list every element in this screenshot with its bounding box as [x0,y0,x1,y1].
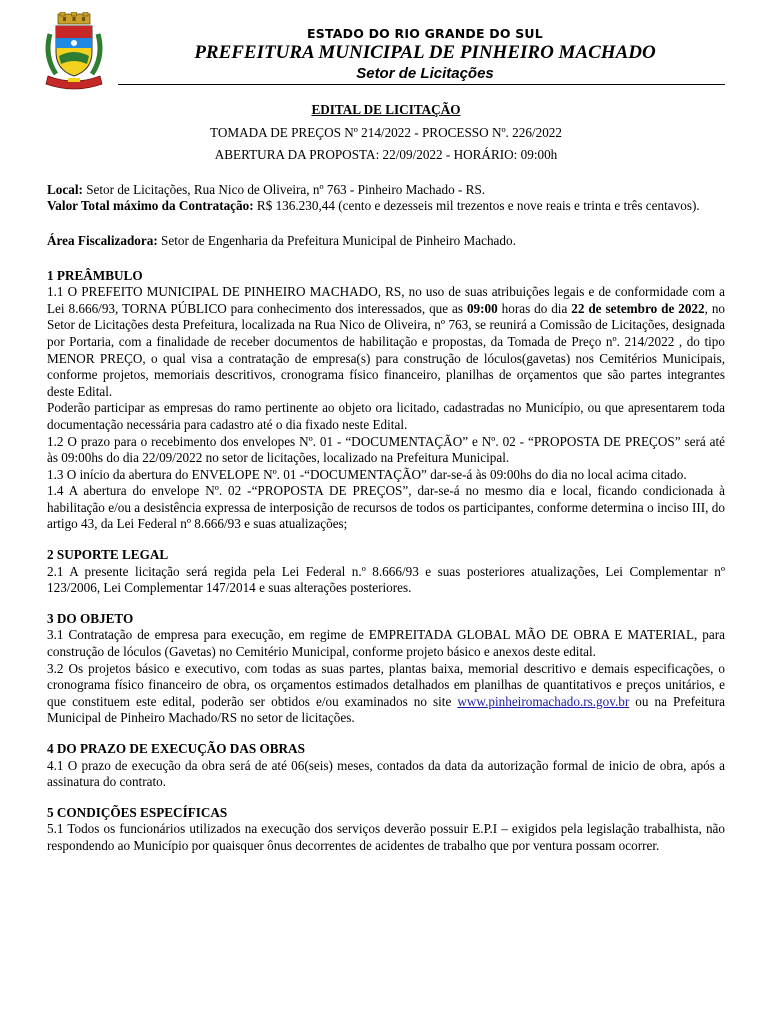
area-text: Setor de Engenharia da Prefeitura Municipal de Pinheiro Machado. [157,232,516,248]
clause-2-1: 2.1 A presente licitação será regida pela Lei Federal n.º 8.666/93 e suas posteriores atualizações, Lei Complementar nº 123/2006, Lei Complementar 147/2014 e suas alterações posteriores. [47,563,725,596]
clause-3-1: 3.1 Contratação de empresa para execução, em regime de EMPREITADA GLOBAL MÃO DE OBRA E MATERIAL, para construção de lóculos (Gavetas) no Cemitério Municipal, conforme projeto básico e anexos deste edital. [47,627,725,660]
participation-paragraph: Poderão participar as empresas do ramo pertinente ao objeto ora licitado, cadastradas no Município, ou que apresentarem toda documentação necessária para cadastro até o dia fixado neste Edital. [47,400,725,432]
clause-1-1-time: 09:00 [466,300,498,316]
clause-3-2-text-a: 3.2 Os projetos básico e executivo, com todas as suas partes, plantas baixa, memorial descritivo e demais especificações, o cronograma físico financeiro de obra, os orçamentos estimados detalhados em planilhas de quantitativos e preços unitários, e que constituem este edital, poderão ser obtidos e/ou examinados no site [47,660,725,709]
section-2-heading: 2 SUPORTE LEGAL [47,547,169,563]
clause-1-1 [47,284,725,400]
spacer [47,791,725,805]
section-3-heading: 3 DO OBJETO [47,610,134,626]
municipality-name: PREFEITURA MUNICIPAL DE PINHEIRO MACHADO [194,42,656,63]
state-name: ESTADO DO RIO GRANDE DO SUL [307,26,543,41]
local-line [47,182,725,199]
clause-1-1-text-c: , no Setor de Licitações desta Prefeitura, localizada na Rua Nico de Oliveira, nº 763, se reunirá a Comissão de Licitações, designada por Portaria, com a finalidade de receber documentos de habilitação e propostas, da Tomada de Preço nº. 214/2022 , do tipo MENOR PREÇO, o qual visa a contratação de empresa(s) para construção de lóculos(gavetas) nos Cemitérios Municipais, conforme projetos, memoriais descritivos, cronograma físico financeiro, planilhas de orçamentos que são partes integrantes deste Edital. [47,300,726,399]
sector-name: Setor de Licitações [356,65,494,82]
local-label: Local: [47,181,83,197]
area-line [47,233,725,250]
spacer [47,164,725,182]
section-1-heading: 1 PREÂMBULO [47,267,143,283]
valor-line [47,198,725,215]
section-5-heading: 5 CONDIÇÕES ESPECÍFICAS [47,804,228,820]
section-4-heading: 4 DO PRAZO DE EXECUÇÃO DAS OBRAS [47,741,305,756]
clause-1-3: 1.3 O início da abertura do ENVELOPE Nº. 01 -“DOCUMENTAÇÃO” dar-se-á às 09:00hs do dia no local acima citado. [47,466,687,482]
area-label: Área Fiscalizadora: [47,232,158,248]
valor-text: R$ 136.230,44 (cento e dezesseis mil trezentos e nove reais e trinta e três centavos). [253,198,700,214]
clause-3-2 [47,661,725,727]
local-text: Setor de Licitações, Rua Nico de Oliveira, nº 763 - Pinheiro Machado - RS. [82,181,486,197]
clause-1-1-text-a: 1.1 O PREFEITO MUNICIPAL DE PINHEIRO MACHADO, RS, no uso de suas atribuições legais e de conformidade com a Lei 8.666/93, TORNA PÚBLICO para conhecimento dos interessados, que as [47,284,725,316]
clause-1-1-text-b: horas do dia [497,300,572,316]
header-divider [118,84,725,85]
clause-1-4: 1.4 A abertura do envelope Nº. 02 -“PROPOSTA DE PREÇOS”, dar-se-á no mesmo dia e local, ficando condicionada à habilitação e/ou a desistência expressa de interposição de recursos de todos os participantes, conforme determina o inciso III, do artigo 43, da Lei Federal nº 8.666/93 e suas atualizações; [47,483,725,532]
spacer [47,250,725,268]
clause-3-2-text-b: ou na Prefeitura Municipal de Pinheiro Machado/RS no setor de licitações. [47,693,726,726]
website-link[interactable]: www.pinheiromachado.rs.gov.br [457,693,630,709]
clause-4-1: 4.1 O prazo de execução da obra será de até 06(seis) meses, contados da data da autorização formal de inicio de obra, após a assinatura do contrato. [47,757,725,790]
valor-label: Valor Total máximo da Contratação: [47,198,254,214]
document-opening-date: ABERTURA DA PROPOSTA: 22/09/2022 - HORÁRIO: 09:00h [214,147,558,163]
clause-1-2: 1.2 O prazo para o recebimento dos envelopes Nº. 01 - “DOCUMENTAÇÃO” e Nº. 02 - “PROPOSTA DE PREÇOS” será até às 09:00hs do dia 22/09/2022 no setor de licitações, localizado na Prefeitura Municipal. [47,433,725,466]
document-body [47,100,725,855]
spacer [47,597,725,611]
document-title: EDITAL DE LICITAÇÃO [311,102,461,117]
spacer [47,215,725,233]
letterhead [120,26,730,84]
spacer [47,533,725,547]
clause-1-1-date: 22 de setembro de 2022 [571,300,705,316]
document-subtitle: TOMADA DE PREÇOS Nº 214/2022 - PROCESSO Nº. 226/2022 [210,124,562,140]
municipal-coat-of-arms-icon [42,12,106,92]
clause-5-1: 5.1 Todos os funcionários utilizados na execução dos serviços deverão possuir E.P.I – exigidos pela legislação trabalhista, não respondendo ao Município por quaisquer ônus decorrentes de acidentes de trabalho que por ventura possam ocorrer. [47,821,725,853]
spacer [47,727,725,741]
